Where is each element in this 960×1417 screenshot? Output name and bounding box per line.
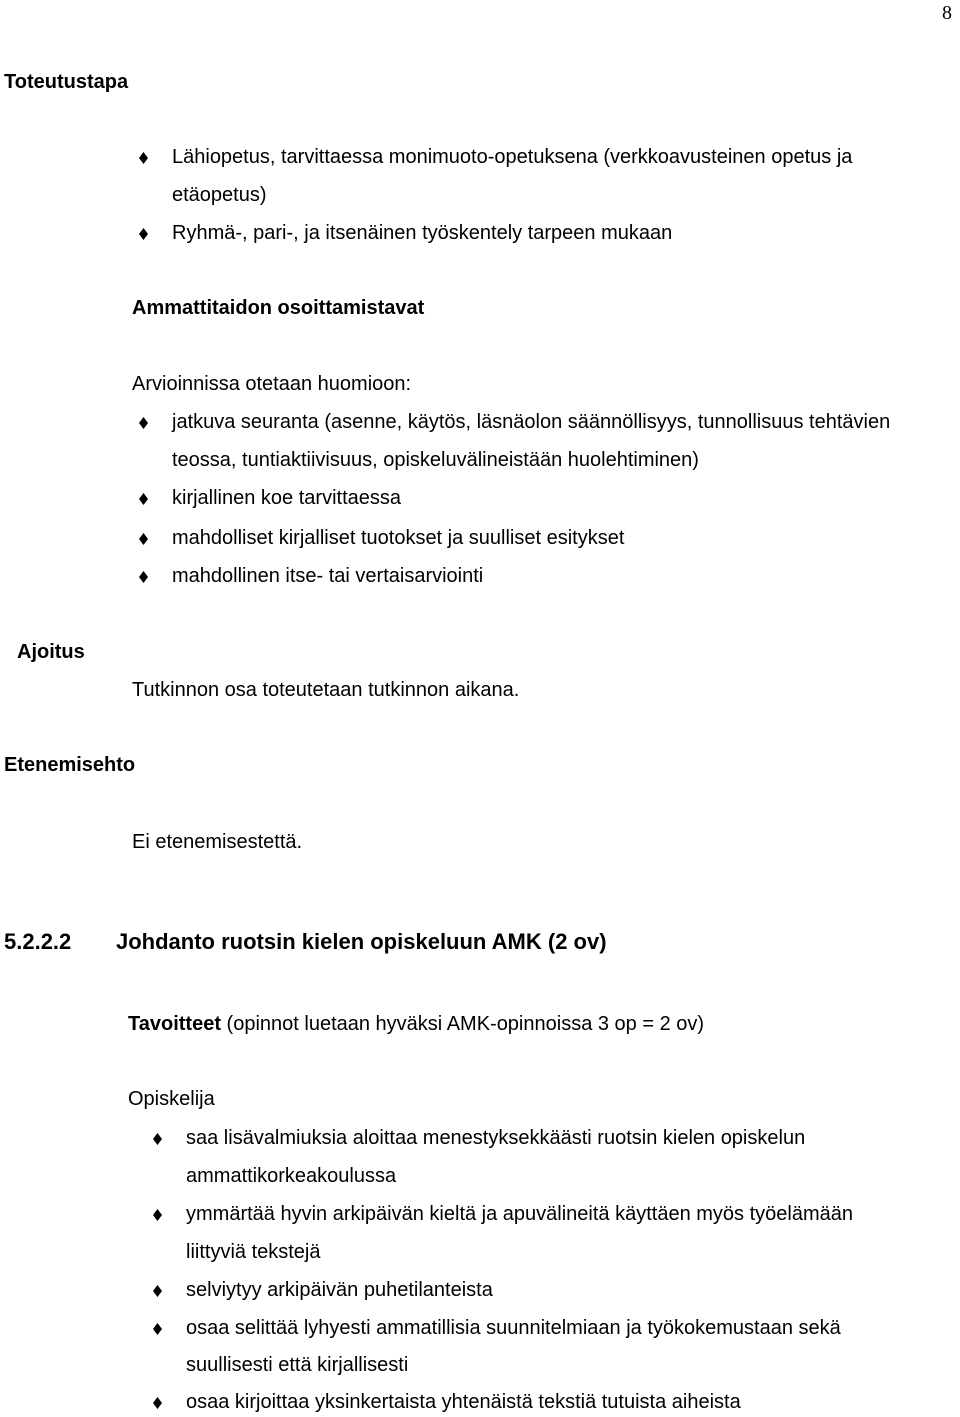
- list-item: osaa kirjoittaa yksinkertaista yhtenäistä tekstiä tutuista aiheista: [186, 1391, 741, 1413]
- tavoitteet-note: (opinnot luetaan hyväksi AMK-opinnoissa 3 op = 2 ov): [220, 1013, 705, 1035]
- intro-text: Arvioinnissa otetaan huomioon:: [132, 373, 412, 395]
- list-item: saa lisävalmiuksia aloittaa menestyksekkäästi ruotsin kielen opiskelun: [186, 1127, 806, 1149]
- page-number: 8: [942, 2, 952, 24]
- bullet-icon: [151, 1207, 165, 1223]
- list-item: ymmärtää hyvin arkipäivän kieltä ja apuvälineitä käyttäen myös työelämään: [186, 1203, 854, 1225]
- etenemisehto-text: Ei etenemisestettä.: [132, 831, 303, 853]
- list-item: mahdollinen itse- tai vertaisarviointi: [172, 565, 484, 587]
- opiskelija-label: Opiskelija: [128, 1088, 215, 1110]
- bullet-icon: [137, 491, 151, 507]
- bullet-icon: [137, 569, 151, 585]
- list-item-continuation: etäopetus): [172, 184, 267, 206]
- bullet-icon: [137, 415, 151, 431]
- bullet-icon: [151, 1395, 165, 1411]
- list-item: osaa selittää lyhyesti ammatillisia suunnitelmiaan ja työkokemustaan sekä: [186, 1317, 841, 1339]
- bullet-icon: [137, 531, 151, 547]
- bullet-icon: [151, 1321, 165, 1337]
- heading-ajoitus: Ajoitus: [17, 641, 85, 663]
- section-number: 5.2.2.2: [4, 929, 72, 954]
- heading-ammattitaito: Ammattitaidon osoittamistavat: [132, 297, 425, 319]
- list-item: mahdolliset kirjalliset tuotokset ja suulliset esitykset: [172, 527, 625, 549]
- tavoitteet-line: [128, 1012, 704, 1036]
- list-item: Ryhmä-, pari-, ja itsenäinen työskentely tarpeen mukaan: [172, 222, 673, 244]
- bullet-icon: [137, 226, 151, 242]
- list-item: kirjallinen koe tarvittaessa: [172, 487, 401, 509]
- heading-etenemisehto: Etenemisehto: [4, 754, 136, 776]
- list-item-continuation: suullisesti että kirjallisesti: [186, 1354, 409, 1376]
- ajoitus-text: Tutkinnon osa toteutetaan tutkinnon aikana.: [132, 679, 520, 701]
- tavoitteet-label: Tavoitteet: [128, 1013, 221, 1035]
- list-item: selviytyy arkipäivän puhetilanteista: [186, 1279, 493, 1301]
- section-title: Johdanto ruotsin kielen opiskeluun AMK (2 ov): [116, 929, 607, 954]
- list-item-continuation: teossa, tuntiaktiivisuus, opiskeluvälineistään huolehtiminen): [172, 449, 699, 471]
- list-item-continuation: ammattikorkeakoulussa: [186, 1165, 397, 1187]
- bullet-icon: [151, 1283, 165, 1299]
- list-item: Lähiopetus, tarvittaessa monimuoto-opetuksena (verkkoavusteinen opetus ja: [172, 146, 853, 168]
- bullet-icon: [137, 150, 151, 166]
- list-item-continuation: liittyviä tekstejä: [186, 1241, 321, 1263]
- heading-toteutustapa: Toteutustapa: [4, 71, 129, 93]
- list-item: jatkuva seuranta (asenne, käytös, läsnäolon säännöllisyys, tunnollisuus tehtävien: [172, 411, 891, 433]
- bullet-icon: [151, 1131, 165, 1147]
